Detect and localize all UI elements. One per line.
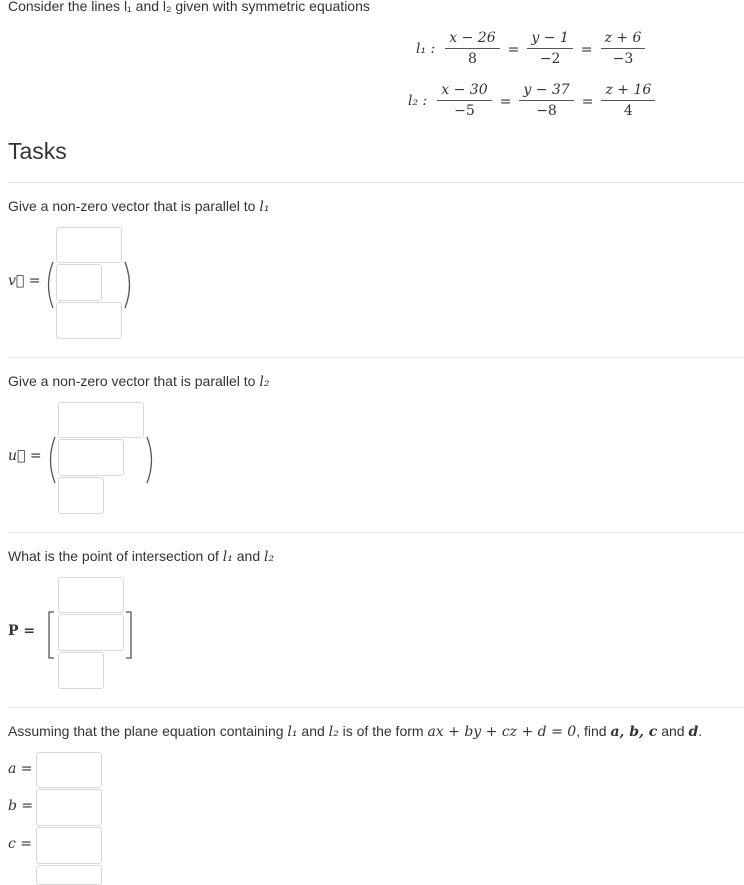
question-3: What is the point of intersection of l₁ and l₂ bbox=[8, 548, 275, 565]
vector-v-label: v⃗ = bbox=[8, 273, 41, 289]
coef-d-input[interactable] bbox=[36, 865, 102, 885]
intro-text: Consider the lines l₁ and l₂ given with symmetric equations bbox=[8, 0, 370, 14]
question-4: Assuming that the plane equation containing l₁ and l₂ is of the form ax + by + cz + d = 0, find a, b, c and d. bbox=[8, 723, 703, 740]
question-2-target: l₂ bbox=[259, 374, 270, 390]
line-1-frac-y: $\frac{y - 1}{-2}$ bbox=[527, 30, 572, 67]
vector-u-z-input[interactable] bbox=[58, 477, 104, 514]
divider bbox=[8, 532, 744, 533]
left-paren-icon bbox=[44, 435, 58, 485]
divider bbox=[8, 182, 744, 183]
coef-b-label: b = bbox=[8, 798, 34, 814]
divider bbox=[8, 707, 744, 708]
point-p-y-input[interactable] bbox=[58, 614, 124, 651]
question-1-target: l₁ bbox=[259, 199, 270, 215]
right-bracket-icon bbox=[124, 610, 134, 660]
line-1-frac-z: $\frac{z + 6}{-3}$ bbox=[601, 30, 646, 67]
line-2-frac-x: $\frac{x - 30}{-5}$ bbox=[437, 82, 491, 119]
point-p-x-input[interactable] bbox=[58, 577, 124, 613]
coef-c-label: c = bbox=[8, 836, 33, 852]
left-bracket-icon bbox=[46, 610, 56, 660]
right-paren-icon bbox=[122, 260, 136, 310]
line-2-frac-z: $\frac{z + 16}{4}$ bbox=[601, 82, 655, 119]
vector-u-y-input[interactable] bbox=[58, 439, 124, 476]
divider bbox=[8, 357, 744, 358]
vector-u-label: u⃗ = bbox=[8, 448, 42, 464]
point-p-z-input[interactable] bbox=[58, 652, 104, 689]
vector-v-z-input[interactable] bbox=[56, 302, 122, 339]
line-1-frac-x: $\frac{x - 26}{8}$ bbox=[445, 30, 499, 67]
vector-v-y-input[interactable] bbox=[56, 264, 102, 301]
coef-b-input[interactable] bbox=[36, 789, 102, 826]
coef-a-input[interactable] bbox=[36, 752, 102, 788]
vector-u-x-input[interactable] bbox=[58, 402, 144, 438]
vector-v-x-input[interactable] bbox=[56, 227, 122, 263]
coef-a-label: a = bbox=[8, 761, 33, 777]
left-paren-icon bbox=[42, 260, 56, 310]
line-1-equation: l₁ : $\frac{x - 26}{8}$ = $\frac{y - 1}{-2}$ = $\frac{z + 6}{-3}$ bbox=[416, 30, 651, 67]
line-2-equation: l₂ : $\frac{x - 30}{-5}$ = $\frac{y - 37}{-8}$ = $\frac{z + 16}{4}$ bbox=[408, 82, 661, 119]
tasks-heading: Tasks bbox=[8, 138, 67, 164]
question-1: Give a non-zero vector that is parallel to l₁ bbox=[8, 198, 270, 215]
line-2-frac-y: $\frac{y - 37}{-8}$ bbox=[519, 82, 573, 119]
plane-equation: ax + by + cz + d = 0 bbox=[427, 724, 577, 740]
point-p-label: P = bbox=[8, 623, 36, 639]
coef-c-input[interactable] bbox=[36, 827, 102, 864]
line-2-label: l₂ : bbox=[408, 92, 428, 109]
right-paren-icon bbox=[144, 435, 158, 485]
question-2: Give a non-zero vector that is parallel to l₂ bbox=[8, 373, 270, 390]
line-1-label: l₁ : bbox=[416, 40, 436, 57]
